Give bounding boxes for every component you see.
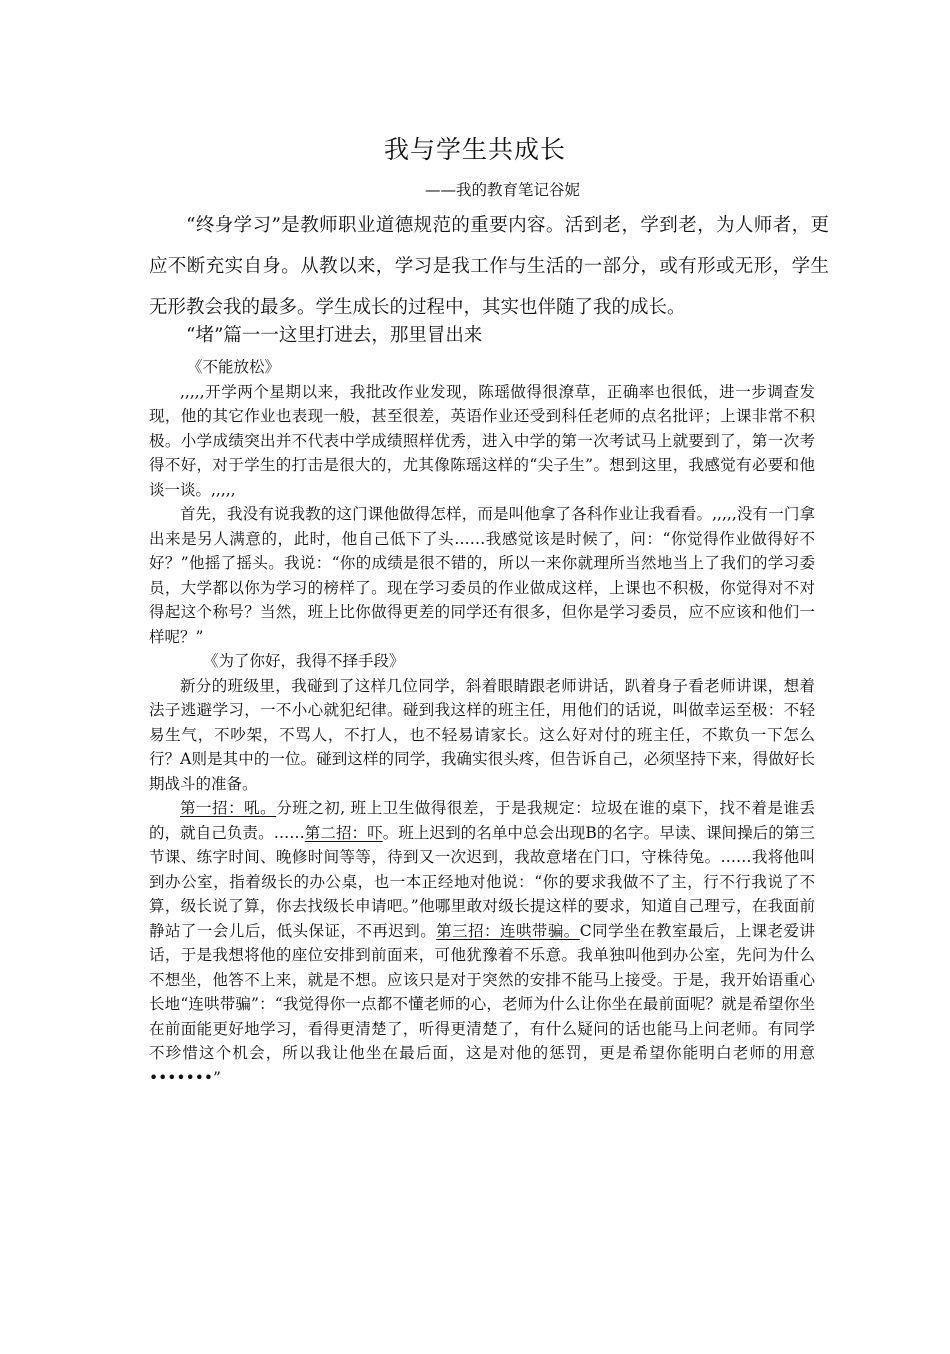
tactic-3-text: C同学坐在教室最后，上课老爱讲话，于是我想将他的座位安排到前面来，可他犹豫着不乐意。我单独叫他到办公室，先问为什么不想坐，他答不上来，就是不想。应该只是对于突然的安排不能马上接受。于是，我开始语重心长地“连哄带骗”：“我觉得你一点都不懂老师的心，老师为什么让你坐在最前面呢？就是希望你坐在前面能更好地学习，看得更清楚了，听得更清楚了，有什么疑问的话也能马上问老师。有同学不珍惜这个机会，所以我让他坐在最后面，这是对他的惩罚，更是希望你能明白老师的用意•••••••” (149, 921, 815, 1087)
paragraph-3: 新分的班级里，我碰到了这样几位同学，斜着眼睛跟老师讲话，趴着身子看老师讲课，想着法子逃避学习，一不小心就犯纪律。碰到我这样的班主任，用他们的话说，叫做幸运至极：不轻易生气，不吵架，不骂人，不打人，也不轻易请家长。这么好对付的班主任，不欺负一下怎么行？A则是其中的一位。碰到这样的同学，我确实很头疼，但告诉自己，必须坚持下来，得做好长期战斗的准备。 (149, 676, 815, 793)
subsection-title-1: 《不能放松》 (187, 358, 281, 376)
tactic-1-text: 分班之初, 班上卫生做得很差，于是我规定：垃圾在谁的桌下，找不着是谁丢的，就自己负责。…… (149, 799, 815, 842)
tactic-3-heading: 第三招：连哄带骗。 (436, 921, 580, 940)
paragraph-4 (149, 796, 815, 1090)
document-title: 我与学生共成长 (383, 135, 566, 164)
tactic-2-text: 。班上迟到的名单中总会出现B的名字。早读、课间操后的第三节课、练字时间、晚修时间等等，待到又一次迟到，我故意堵在门口，守株待兔。……我将他叫到办公室，指着级长的办公桌，也一本正经地对他说：“你的要求我做不了主，行不行我说了不算，级长说了算，你去找级长申请吧。”他哪里敢对级长提这样的要求，知道自己理亏，在我面前静站了一会儿后，低头保证，不再迟到。 (149, 823, 815, 940)
intro-paragraph: “终身学习”是教师职业道德规范的重要内容。活到老，学到老，为人师者，更应不断充实自身。从教以来，学习是我工作与生活的一部分，或有形或无形，学生无形教会我的最多。学生成长的过程中，其实也伴随了我的成长。 (149, 215, 829, 318)
tactic-2-heading: 第二招：吓 (304, 823, 383, 842)
paragraph-2: 首先，我没有说我教的这门课他做得怎样，而是叫他拿了各科作业让我看看。,,,,,没有一门拿出来是另人满意的，此时，他自己低下了头……我感觉该是时候了，问：“你觉得作业做得好不好？”他摇了摇头。我说：“你的成绩是很不错的，所以一来你就理所当然地当上了我们的学习委员，大学都以你为学习的榜样了。现在学习委员的作业做成这样，上课也不积极，你觉得对不对得起这个称号？当然，班上比你做得更差的同学还有很多，但你是学习委员，应不应该和他们一样呢？” (149, 505, 815, 646)
intro-block (149, 205, 829, 328)
body-text (149, 355, 815, 1090)
section-heading: “堵”篇一一这里打进去，那里冒出来 (186, 325, 483, 346)
tactic-1-heading: 第一招：吼。 (180, 799, 277, 817)
subsection-title-2: 《为了你好，我得不择手段》 (203, 652, 405, 670)
paragraph-1: ,,,,,开学两个星期以来，我批改作业发现，陈瑶做得很潦草，正确率也很低，进一步调查发现，他的其它作业也表现一般，甚至很差，英语作业还受到科任老师的点名批评；上课非常不积极。小学成绩突出并不代表中学成绩照样优秀，进入中学的第一次考试马上就要到了，第一次考得不好，对于学生的打击是很大的，尤其像陈瑶这样的“尖子生”。想到这里，我感觉有必要和他谈一谈。,,,,, (149, 382, 815, 499)
document-subtitle: ——我的教育笔记谷妮 (425, 181, 581, 199)
